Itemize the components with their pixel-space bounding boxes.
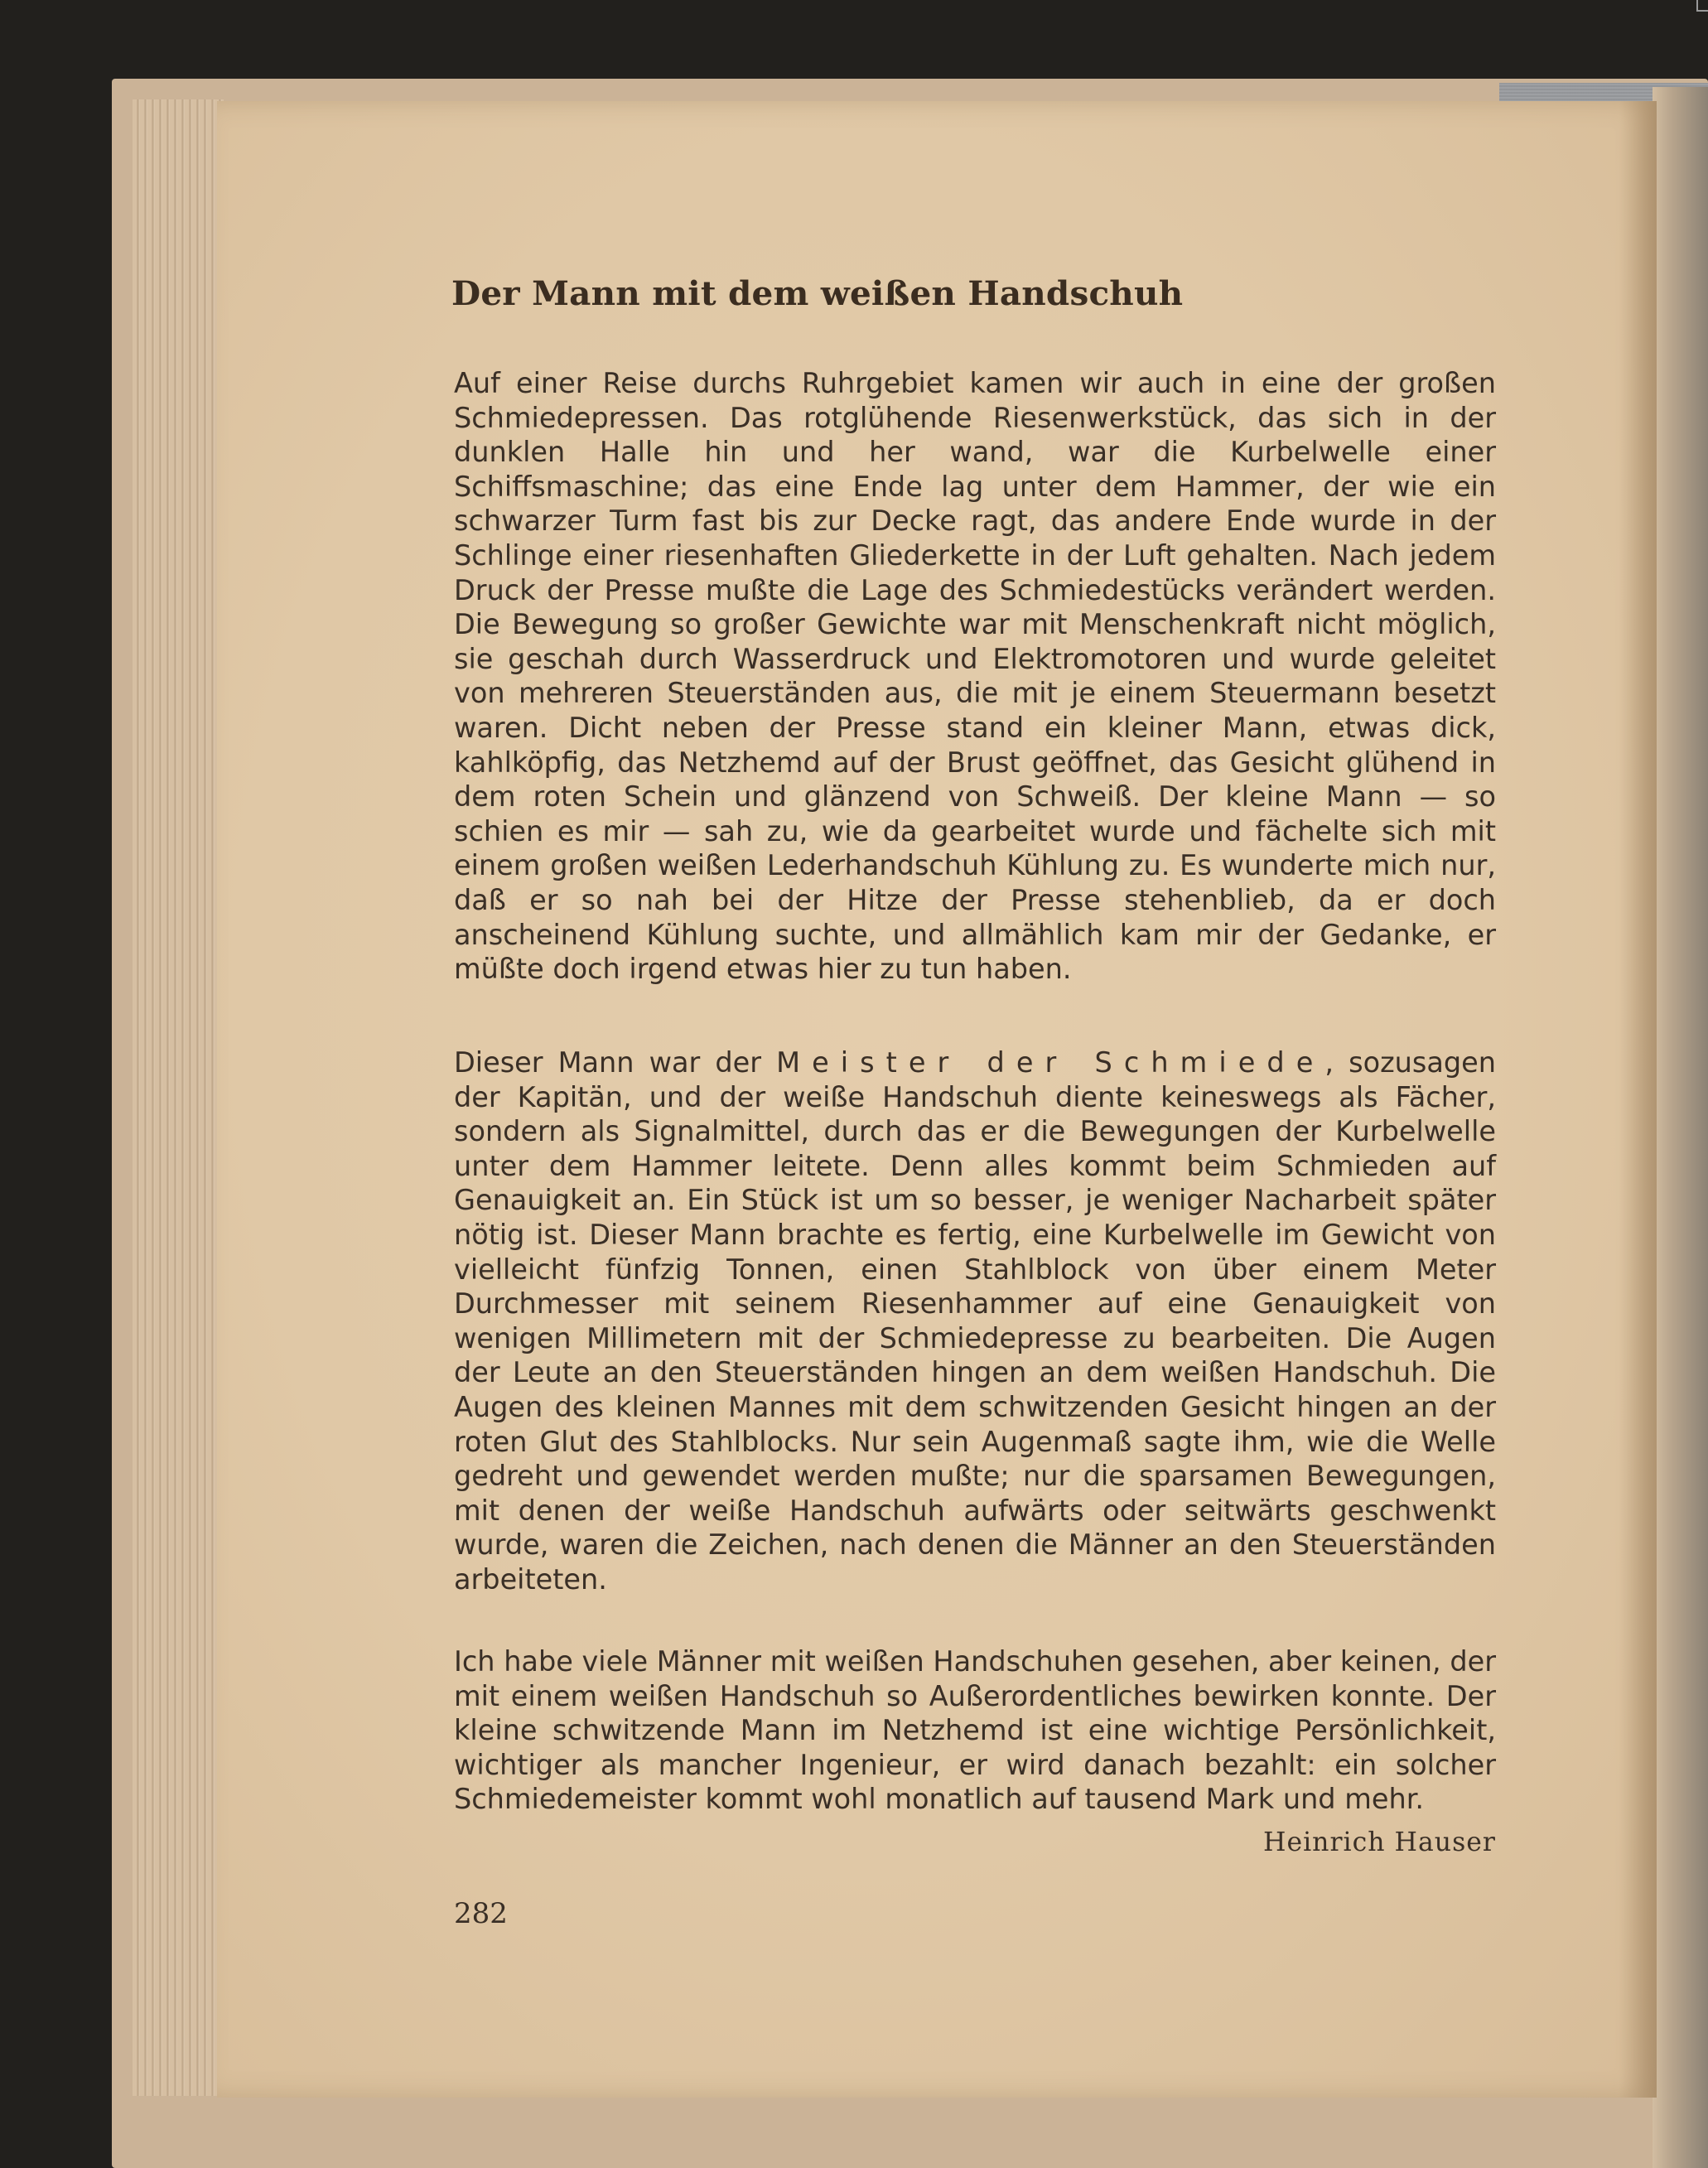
paragraph-2 bbox=[454, 1045, 1496, 1597]
paragraph-2-rest: , sozusagen der Kapitän, und der weiße Handschuh diente keineswegs als Fächer, sondern als Signalmittel, durch das er die Bewegungen der Kurbelwelle unter dem Hammer leitete. Denn alles kommt beim Schmieden auf Genauigkeit an. Ein Stück ist um so besser, je weniger Nacharbeit später nötig ist. Dieser Mann brachte es fertig, eine Kurbelwelle im Gewicht von vielleicht fünfzig Tonnen, einen Stahlblock von über einem Meter Durchmesser mit seinem Riesenhammer auf eine Genauigkeit von wenigen Millimetern mit der Schmiedepresse zu bearbeiten. Die Augen der Leute an den Steuerständen hingen an dem weißen Handschuh. Die Augen des kleinen Mannes mit dem schwitzenden Gesicht hingen an der roten Glut des Stahlblocks. Nur sein Augenmaß sagte ihm, wie die Welle gedreht und gewendet werden mußte; nur die sparsamen Bewegungen, mit denen der weiße Handschuh aufwärts oder seitwärts geschwenkt wurde, waren die Zeichen, nach denen die Männer an den Steuerständen arbeiteten. bbox=[454, 1046, 1496, 1596]
paragraph-2-emphasis: Meister der Schmiede bbox=[776, 1046, 1325, 1079]
paragraph-2-start: Dieser Mann war der bbox=[454, 1046, 777, 1079]
page-title: Der Mann mit dem weißen Handschuh bbox=[451, 273, 1184, 313]
book-spine bbox=[1653, 87, 1708, 2168]
paragraph-3: Ich habe viele Männer mit weißen Handschuhen gesehen, aber keinen, der mit einem weißen Handschuh so Außerordentliches bewirken konnte. Der kleine schwitzende Mann im Netzhemd ist eine wichtige Persönlichkeit, wichtiger als mancher Ingenieur, er wird danach bezahlt: ein solcher Schmiedemeister kommt wohl monatlich auf tausend Mark und mehr. bbox=[454, 1645, 1496, 1816]
author-signature: Heinrich Hauser bbox=[1263, 1828, 1496, 1857]
page-fold-shadow bbox=[1619, 101, 1657, 2098]
paragraph-1: Auf einer Reise durchs Ruhrgebiet kamen wir auch in eine der großen Schmiedepressen. Das rotglühende Riesenwerkstück, das sich in der dunklen Halle hin und her wand, war die Kurbelwelle einer Schiffsmaschine; das eine Ende lag unter dem Hammer, der wie ein schwarzer Turm fast bis zur Decke ragt, das andere Ende wurde in der Schlinge einer riesenhaften Gliederkette in der Luft gehalten. Nach jedem Druck der Presse mußte die Lage des Schmiedestücks verändert werden. Die Bewegung so großer Gewichte war mit Menschenkraft nicht möglich, sie geschah durch Wasserdruck und Elektromotoren und wurde geleitet von mehreren Steuerständen aus, die mit je einem Steuermann besetzt waren. Dicht neben der Presse stand ein kleiner Mann, etwas dick, kahlköpfig, das Netzhemd auf der Brust geöffnet, das Gesicht glühend in dem roten Schein und glänzend von Schweiß. Der kleine Mann — so schien es mir — sah zu, wie da gearbeitet wurde und fächelte sich mit einem großen weißen Lederhandschuh Kühlung zu. Es wunderte mich nur, daß er so nah bei der Hitze der Presse stehenblieb, da er doch anscheinend Kühlung suchte, und allmählich kam mir der Gedanke, er müßte doch irgend etwas hier zu tun haben. bbox=[454, 367, 1496, 986]
page-number: 282 bbox=[454, 1897, 508, 1930]
page-edges bbox=[133, 99, 224, 2096]
scan-mark-right bbox=[1696, 10, 1708, 12]
